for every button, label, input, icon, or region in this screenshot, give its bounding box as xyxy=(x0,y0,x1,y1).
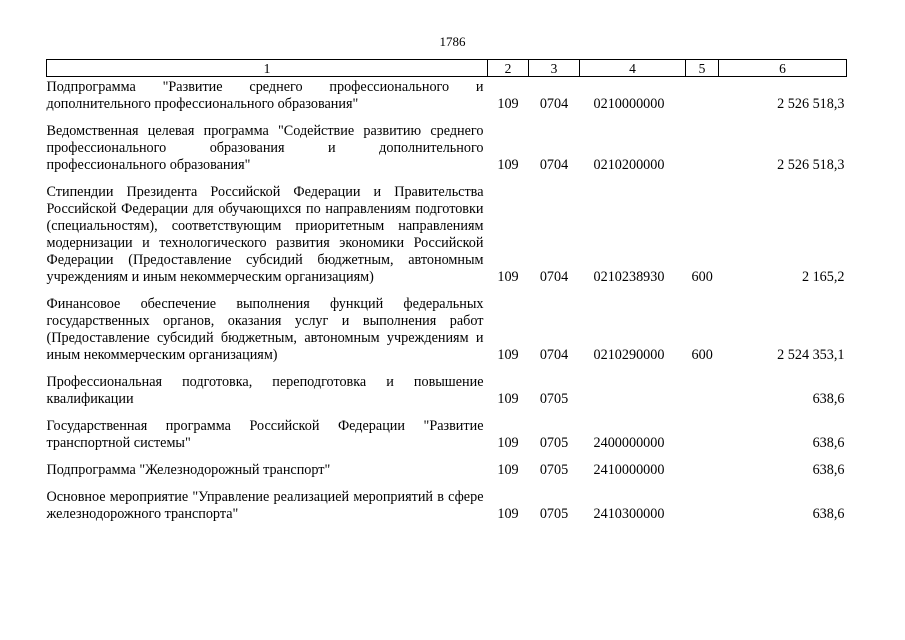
row-ministry: 109 xyxy=(497,347,519,363)
table-row xyxy=(47,374,847,418)
row-type xyxy=(686,123,719,184)
page-number: 1786 xyxy=(439,34,466,49)
row-ministry: 109 xyxy=(497,391,519,407)
row-section: 0705 xyxy=(539,506,569,522)
row-amount: 638,6 xyxy=(812,391,845,407)
row-section: 0705 xyxy=(539,391,569,407)
row-name: Ведомственная целевая программа "Содействие развитию среднего профессионального образования и дополнительного профессионального образования" xyxy=(46,123,484,173)
row-ministry: 109 xyxy=(497,462,519,478)
row-name: Государственная программа Российской Федерации "Развитие транспортной системы" xyxy=(46,418,484,451)
header-col-3: 3 xyxy=(529,60,580,77)
header-col-4: 4 xyxy=(580,60,686,77)
row-type: 600 xyxy=(691,269,713,285)
row-type xyxy=(686,418,719,462)
row-amount: 2 526 518,3 xyxy=(777,157,845,173)
row-section: 0704 xyxy=(539,347,569,363)
row-type xyxy=(686,462,719,489)
header-row xyxy=(47,60,847,77)
row-section: 0705 xyxy=(539,462,569,478)
row-name: Профессиональная подготовка, переподготовка и повышение квалификации xyxy=(46,374,484,407)
row-ministry: 109 xyxy=(497,157,519,173)
row-target: 2410000000 xyxy=(593,462,665,478)
row-target: 0210200000 xyxy=(593,157,665,173)
row-amount: 2 524 353,1 xyxy=(777,347,845,363)
table-row xyxy=(47,418,847,462)
header-col-6: 6 xyxy=(719,60,847,77)
row-type: 600 xyxy=(691,347,713,363)
row-name: Подпрограмма "Развитие среднего профессионального и дополнительного профессионального образования" xyxy=(46,79,484,112)
row-type xyxy=(686,374,719,418)
row-section: 0704 xyxy=(539,96,569,112)
row-ministry: 109 xyxy=(497,269,519,285)
row-target: 0210000000 xyxy=(593,96,665,112)
header-col-1: 1 xyxy=(47,60,488,77)
row-amount: 638,6 xyxy=(812,462,845,478)
table-row xyxy=(47,489,847,533)
row-target: 0210238930 xyxy=(593,269,665,285)
row-amount: 638,6 xyxy=(812,506,845,522)
row-section: 0704 xyxy=(539,269,569,285)
budget-table xyxy=(46,59,847,533)
table-row xyxy=(47,296,847,374)
table-row xyxy=(47,77,847,124)
table-row xyxy=(47,184,847,296)
row-section: 0705 xyxy=(539,435,569,451)
row-name: Подпрограмма "Железнодорожный транспорт" xyxy=(46,462,331,478)
row-amount: 2 526 518,3 xyxy=(777,96,845,112)
row-target: 2410300000 xyxy=(593,506,665,522)
row-type xyxy=(686,77,719,124)
row-amount: 2 165,2 xyxy=(801,269,845,285)
row-name: Основное мероприятие "Управление реализацией мероприятий в сфере железнодорожного транспорта" xyxy=(46,489,484,522)
row-ministry: 109 xyxy=(497,506,519,522)
row-amount: 638,6 xyxy=(812,435,845,451)
header-col-2: 2 xyxy=(488,60,529,77)
table-row xyxy=(47,462,847,489)
row-section: 0704 xyxy=(539,157,569,173)
row-name: Стипендии Президента Российской Федерации и Правительства Российской Федерации для обучающихся по направлениям подготовки (специальностям), соответствующим приоритетным направлениям модернизации и технологического развития экономики Российской Федерации (Предоставление субсидий бюджетным, автономным учреждениям и иным некоммерческим организациям) xyxy=(46,184,484,285)
row-name: Финансовое обеспечение выполнения функций федеральных государственных органов, оказания услуг и выполнения работ (Предоставление субсидий бюджетным, автономным учреждениям и иным некоммерческим организациям) xyxy=(46,296,484,363)
row-ministry: 109 xyxy=(497,435,519,451)
row-target xyxy=(580,374,686,418)
row-target: 0210290000 xyxy=(593,347,665,363)
row-target: 2400000000 xyxy=(593,435,665,451)
row-ministry: 109 xyxy=(497,96,519,112)
table-row xyxy=(47,123,847,184)
header-col-5: 5 xyxy=(686,60,719,77)
row-type xyxy=(686,489,719,533)
